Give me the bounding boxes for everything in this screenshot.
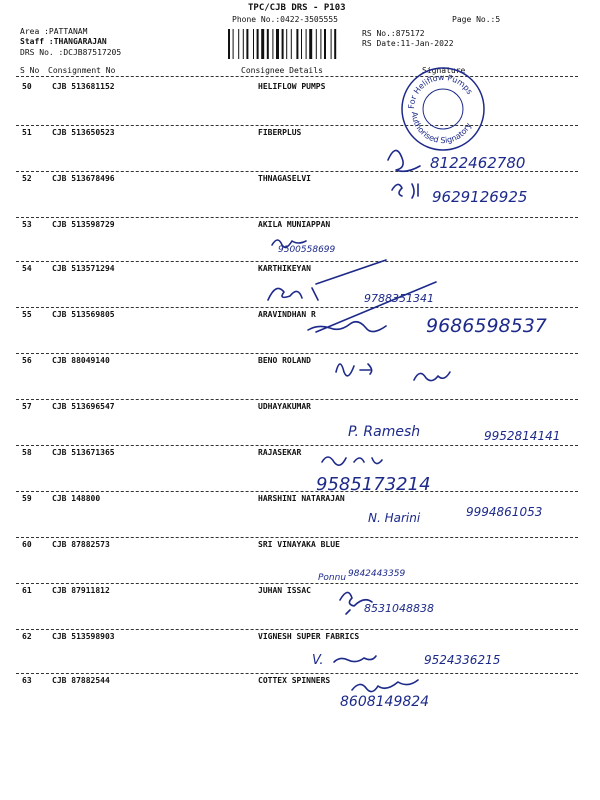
signature-scribble-56b	[414, 372, 450, 381]
drs-number: DRS No. :DCJB87517205	[20, 48, 122, 57]
phone-handwritten-57: 9952814141	[484, 429, 561, 443]
barcode-bar	[320, 29, 321, 59]
col-consignee-header: Consignee Details	[241, 66, 323, 75]
row-divider	[16, 353, 578, 354]
barcode-bar	[243, 29, 244, 59]
header-divider	[16, 76, 578, 77]
consignee-name: ARAVINDHAN R	[258, 310, 316, 319]
barcode-bar	[296, 29, 298, 59]
rs-date: RS Date:11-Jan-2022	[362, 39, 454, 48]
serial-number: 54	[22, 264, 32, 273]
consignment-number: CJB 148800	[52, 494, 101, 503]
consignment-number: CJB 513598729	[52, 220, 115, 229]
barcode-bar	[291, 29, 292, 59]
phone-handwritten-62: 9524336215	[424, 653, 501, 667]
signature-scribble-61	[340, 592, 372, 614]
consignee-name: RAJASEKAR	[258, 448, 302, 457]
sign-handwritten-59: N. Harini	[368, 511, 421, 525]
row-divider	[16, 125, 578, 126]
phone-handwritten-60: 9842443359	[348, 569, 406, 579]
row-divider	[16, 629, 578, 630]
barcode-bar	[316, 29, 317, 59]
phone-handwritten-59: 9994861053	[466, 505, 543, 519]
row-divider	[16, 307, 578, 308]
consignment-number: CJB 513569805	[52, 310, 115, 319]
consignment-number: CJB 513598903	[52, 632, 115, 641]
row-divider	[16, 445, 578, 446]
phone-handwritten-63: 8608149824	[340, 694, 430, 710]
barcode-bar	[253, 29, 254, 59]
consignee-name: SRI VINAYAKA BLUE	[258, 540, 340, 549]
row-divider	[16, 491, 578, 492]
company-stamp	[398, 64, 488, 154]
serial-number: 52	[22, 174, 32, 183]
col-consignment-header: Consignment No	[48, 66, 116, 75]
serial-number: 60	[22, 540, 32, 549]
barcode-bar	[257, 29, 259, 59]
consignment-number: CJB 513671365	[52, 448, 115, 457]
signature-scribble-62	[334, 656, 376, 662]
barcode-bar	[331, 29, 332, 59]
barcode-bar	[301, 29, 302, 59]
row-divider	[16, 537, 578, 538]
staff-label: Staff :THANGARAJAN	[20, 37, 107, 46]
barcode-bar	[233, 29, 234, 59]
col-signature-header: Signature	[422, 66, 466, 75]
phone-handwritten-58: 9585173214	[316, 474, 431, 495]
consignee-name: VIGNESH SUPER FABRICS	[258, 632, 360, 641]
svg-text:Authorised Signatory	[410, 111, 473, 145]
row-divider	[16, 583, 578, 584]
barcode-bar	[246, 29, 248, 59]
serial-number: 62	[22, 632, 32, 641]
phone-handwritten-54: 9788351341	[364, 292, 434, 305]
consignee-name: KARTHIKEYAN	[258, 264, 311, 273]
rs-number: RS No.:875172	[362, 29, 425, 38]
consignee-name: FIBERPLUS	[258, 128, 302, 137]
consignment-number: CJB 87882544	[52, 676, 110, 685]
serial-number: 59	[22, 494, 32, 503]
signature-scribble-53	[272, 240, 306, 247]
barcode-bar	[306, 29, 307, 59]
consignment-number: CJB 88049140	[52, 356, 110, 365]
phone-handwritten-55: 9686598537	[426, 315, 547, 337]
row-divider	[16, 261, 578, 262]
serial-number: 58	[22, 448, 32, 457]
barcode-bar	[261, 29, 264, 59]
barcode-bar	[272, 29, 273, 59]
barcode-bar	[309, 29, 312, 59]
area-label: Area :PATTANAM	[20, 27, 88, 36]
serial-number: 55	[22, 310, 32, 319]
barcode-image	[228, 29, 354, 59]
consignee-name: THNAGASELVI	[258, 174, 311, 183]
serial-number: 57	[22, 402, 32, 411]
consignee-name: AKILA MUNIAPPAN	[258, 220, 331, 229]
signature-scribble-56a	[336, 364, 372, 376]
sign-handwritten-57: P. Ramesh	[348, 424, 421, 440]
page-number: Page No.:5	[452, 15, 501, 24]
consignment-number: CJB 513650523	[52, 128, 115, 137]
consignee-name: UDHAYAKUMAR	[258, 402, 311, 411]
signature-scribble-52	[392, 184, 418, 198]
consignee-name: HARSHINI NATARAJAN	[258, 494, 345, 503]
consignment-number: CJB 513696547	[52, 402, 115, 411]
barcode-bar	[276, 29, 279, 59]
consignment-number: CJB 87882573	[52, 540, 110, 549]
serial-number: 63	[22, 676, 32, 685]
barcode-bar	[282, 29, 284, 59]
signature-scribble-63	[352, 680, 418, 692]
consignment-number: CJB 513681152	[52, 82, 115, 91]
phone-handwritten-61: 8531048838	[364, 602, 434, 615]
barcode-bar	[238, 29, 239, 59]
row-divider	[16, 399, 578, 400]
col-sno-header: S No	[20, 66, 40, 75]
sheet-title: TPC/CJB DRS - P103	[248, 3, 346, 13]
sign-handwritten-60: Ponnu	[318, 573, 347, 583]
phone-number: Phone No.:0422-3505555	[232, 15, 338, 24]
barcode-bar	[334, 29, 336, 59]
consignee-name: BENO ROLAND	[258, 356, 311, 365]
phone-handwritten-52: 9629126925	[432, 188, 528, 206]
stamp-bottom-text: Authorised Signatory	[409, 111, 474, 146]
row-divider	[16, 171, 578, 172]
sign-handwritten-62: V.	[312, 653, 324, 668]
row-divider	[16, 673, 578, 674]
barcode-bar	[228, 29, 230, 59]
serial-number: 51	[22, 128, 32, 137]
row-divider	[16, 217, 578, 218]
stamp-top-text: For Heliflow Pumps	[406, 72, 475, 110]
serial-number: 61	[22, 586, 32, 595]
barcode-bar	[286, 29, 287, 59]
consignment-number: CJB 513678496	[52, 174, 115, 183]
barcode-bar	[267, 29, 269, 59]
serial-number: 53	[22, 220, 32, 229]
phone-handwritten-51: 8122462780	[430, 154, 526, 172]
consignment-number: CJB 87911812	[52, 586, 110, 595]
phone-handwritten-53: 9500558699	[278, 245, 336, 255]
consignee-name: COTTEX SPINNERS	[258, 676, 331, 685]
consignment-number: CJB 513571294	[52, 264, 115, 273]
serial-number: 50	[22, 82, 32, 91]
consignee-name: JUHAN ISSAC	[258, 586, 311, 595]
serial-number: 56	[22, 356, 32, 365]
consignee-name: HELIFLOW PUMPS	[258, 82, 326, 91]
svg-text:For Heliflow Pumps	[407, 73, 474, 109]
signature-scribble-58	[322, 457, 382, 465]
barcode-bar	[324, 29, 326, 59]
